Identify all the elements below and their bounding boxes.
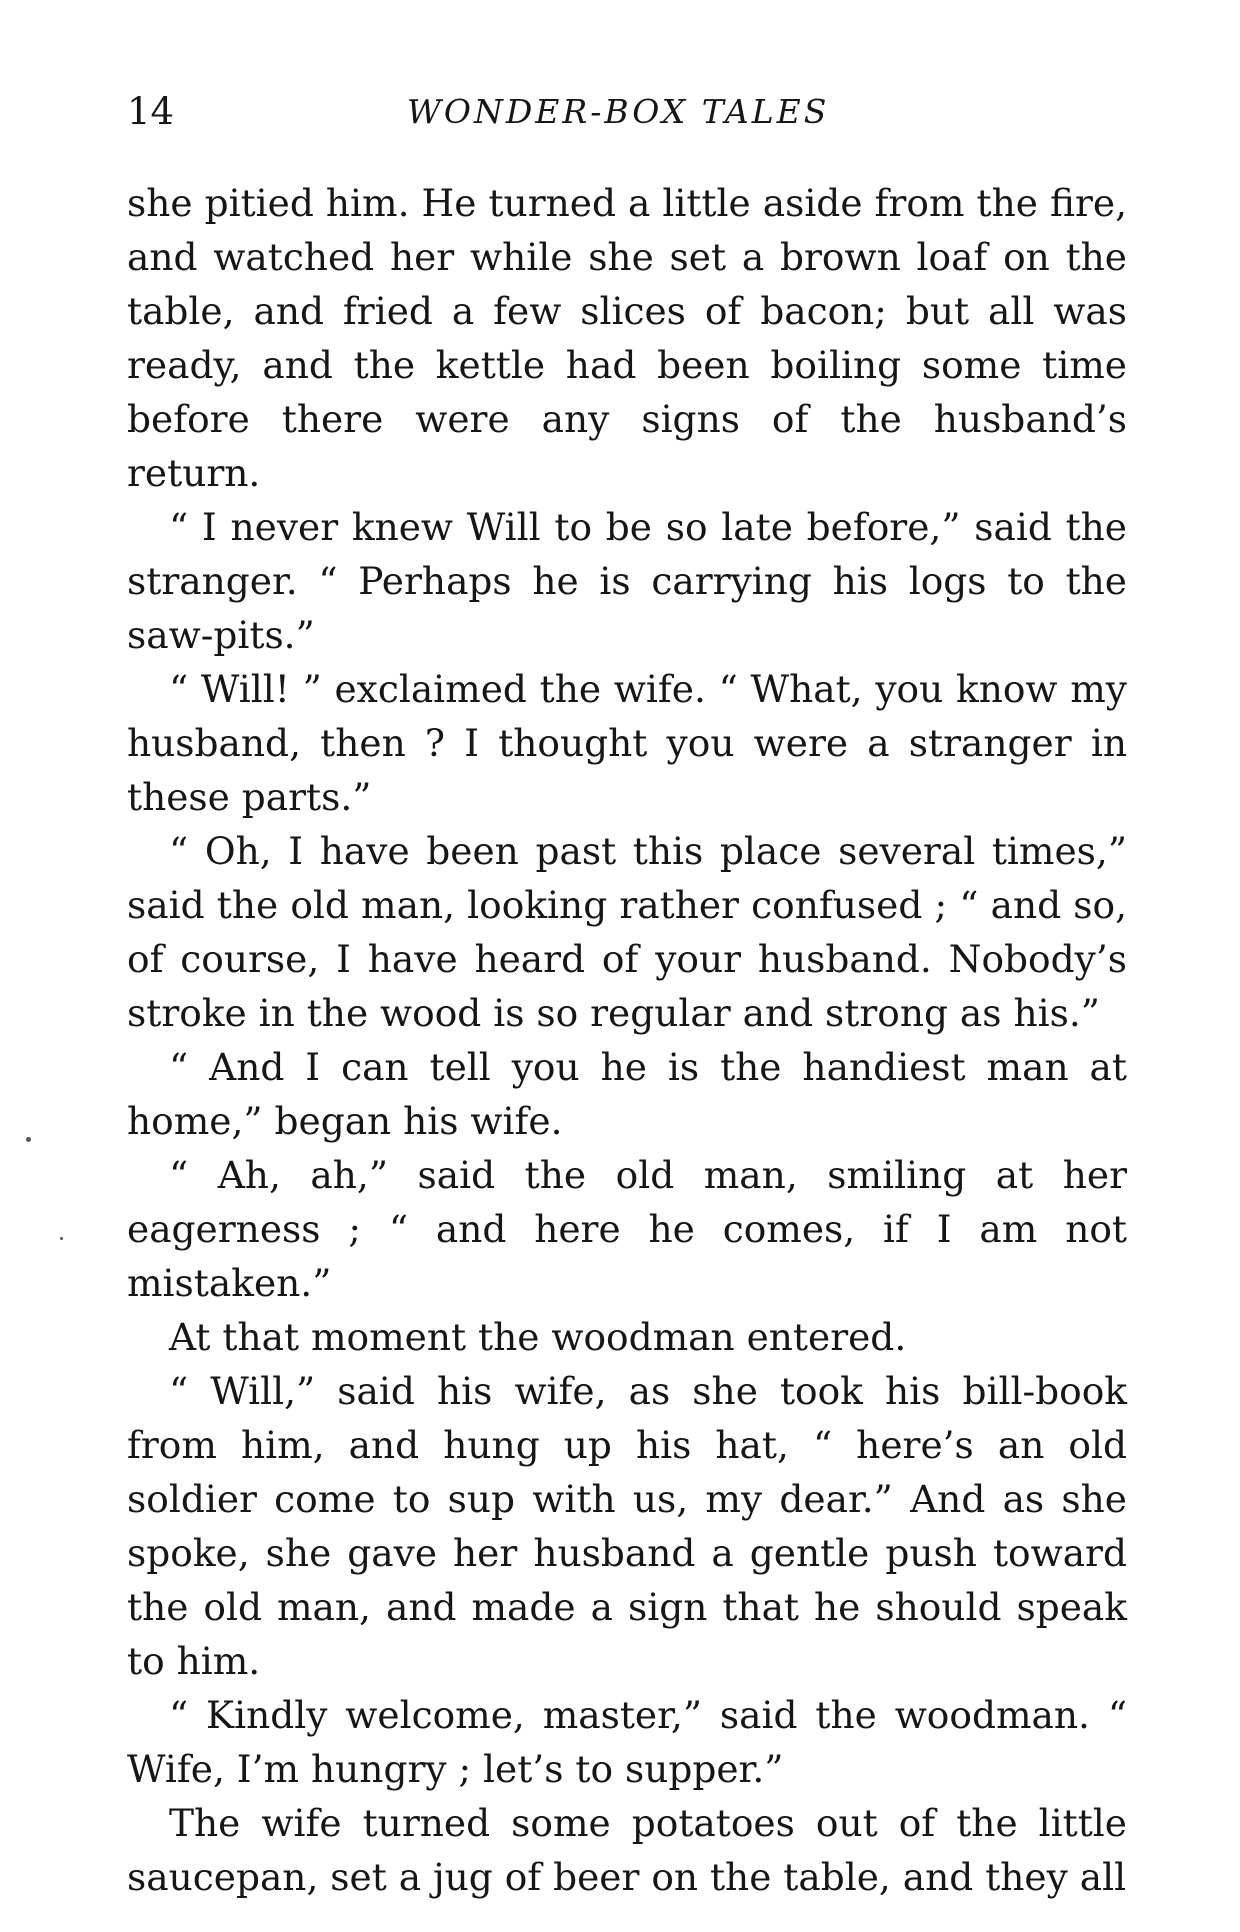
running-title: WONDER-BOX TALES <box>407 92 830 131</box>
paragraph-4: “ Oh, I have been past this place several times,” said the old man, looking rather confused ; “ and so, of course, I have heard of your husband. Nobody’s stroke in the wood is so regular and strong as his.” <box>127 829 1127 1035</box>
paragraph-2: “ I never knew Will to be so late before,” said the stranger. “ Perhaps he is carrying his logs to the saw-pits.” <box>127 505 1127 657</box>
paragraph-3: “ Will! ” exclaimed the wife. “ What, you know my husband, then ? I thought you were a stranger in these parts.” <box>127 667 1127 819</box>
paragraph-7: At that moment the woodman entered. <box>169 1315 907 1359</box>
paragraph-1: she pitied him. He turned a little aside from the fire, and watched her while she set a brown loaf on the table, and fried a few slices of bacon; but all was ready, and the kettle had been boiling some time before there were any signs of the husband’s return. <box>127 181 1127 495</box>
margin-speck <box>60 1237 63 1240</box>
paragraph-9: “ Kindly welcome, master,” said the woodman. “ Wife, I’m hungry ; let’s to supper.” <box>127 1693 1127 1791</box>
running-head <box>127 90 1127 134</box>
paragraph-10: The wife turned some potatoes out of the little saucepan, set a jug of beer on the table, and they all <box>127 1801 1127 1899</box>
page-number: 14 <box>127 90 175 133</box>
paragraph-8: “ Will,” said his wife, as she took his bill-book from him, and hung up his hat, “ here’s an old soldier come to sup with us, my dear.” And as she spoke, she gave her husband a gentle push toward the old man, and made a sign that he should speak to him. <box>127 1369 1127 1683</box>
paragraph-6: “ Ah, ah,” said the old man, smiling at her eagerness ; “ and here he comes, if I am not mistaken.” <box>127 1153 1127 1305</box>
body-text <box>127 176 1127 1904</box>
paragraph-5: “ And I can tell you he is the handiest man at home,” began his wife. <box>127 1045 1127 1143</box>
margin-speck <box>26 1137 31 1142</box>
